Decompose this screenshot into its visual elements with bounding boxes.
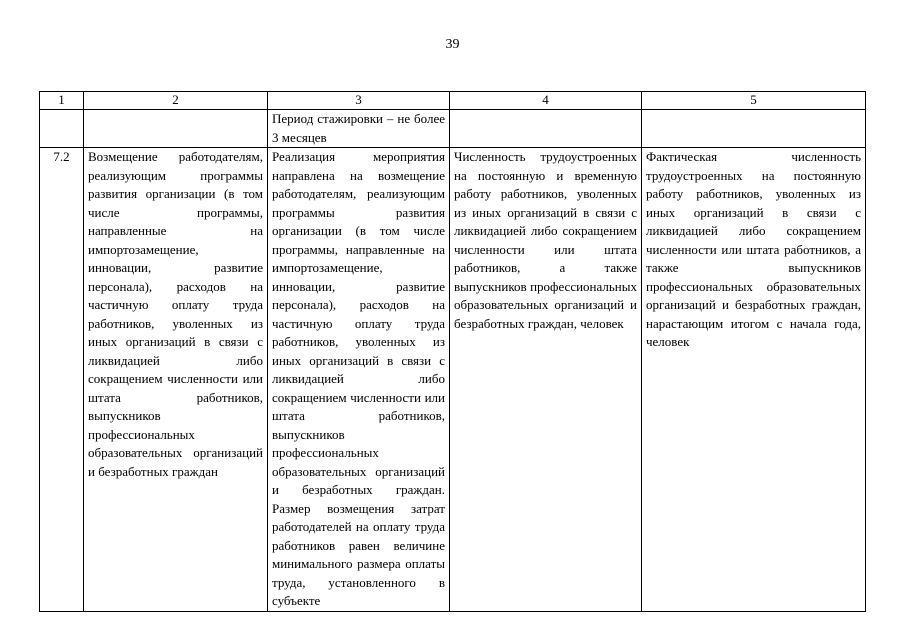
page-number: 39: [445, 37, 460, 52]
measure-description-cell: Реализация мероприятия направлена на возмещение работодателям, реализующим программы развития организации (в том числе программы, направленные на импортозамещение, инновации, развитие персонала), расходов на частичную оплату труда работников, уволенных из иных организаций в связи с ликвидацией либо сокращением численности или штата работников, выпускников профессиональных образовательных организаций и безработных граждан. Размер возмещения затрат работодателей на оплату труда работников равен величине минимального размера оплаты труда, установленного в субъекте: [268, 148, 450, 612]
cont-cell-4: [450, 110, 642, 148]
table-header-row: [40, 92, 866, 110]
header-col-4: 4: [450, 92, 642, 110]
indicator-cell: Численность трудоустроенных на постоянную и временную работу работников, уволенных из иных организаций в связи с ликвидацией либо сокращением численности или штата работников, а также выпускников профессиональных образовательных организаций и безработных граждан, человек: [450, 148, 642, 612]
table-row-7-2: [40, 148, 866, 612]
header-col-1: 1: [40, 92, 84, 110]
header-col-3: 3: [268, 92, 450, 110]
cont-cell-2: [84, 110, 268, 148]
measures-table: [39, 91, 866, 612]
table-row-continuation: [40, 110, 866, 148]
cont-cell-1: [40, 110, 84, 148]
header-col-5: 5: [642, 92, 866, 110]
row-number-cell: 7.2: [40, 148, 84, 612]
measure-name-cell: Возмещение работодателям, реализующим программы развития организации (в том числе программы, направленные на импортозамещение, инновации, развитие персонала), расходов на частичную оплату труда работников, уволенных из иных организаций в связи с ликвидацией либо сокращением численности или штата работников, выпускников профессиональных образовательных организаций и безработных граждан: [84, 148, 268, 612]
indicator-definition-cell: Фактическая численность трудоустроенных на постоянную работу работников, уволенных из иных организаций в связи с ликвидацией либо сокращением численности или штата работников, а также выпускников профессиональных образовательных организаций и безработных граждан, нарастающим итогом с начала года, человек: [642, 148, 866, 612]
cont-cell-5: [642, 110, 866, 148]
header-col-2: 2: [84, 92, 268, 110]
cont-cell-3: Период стажировки – не более 3 месяцев: [268, 110, 450, 148]
